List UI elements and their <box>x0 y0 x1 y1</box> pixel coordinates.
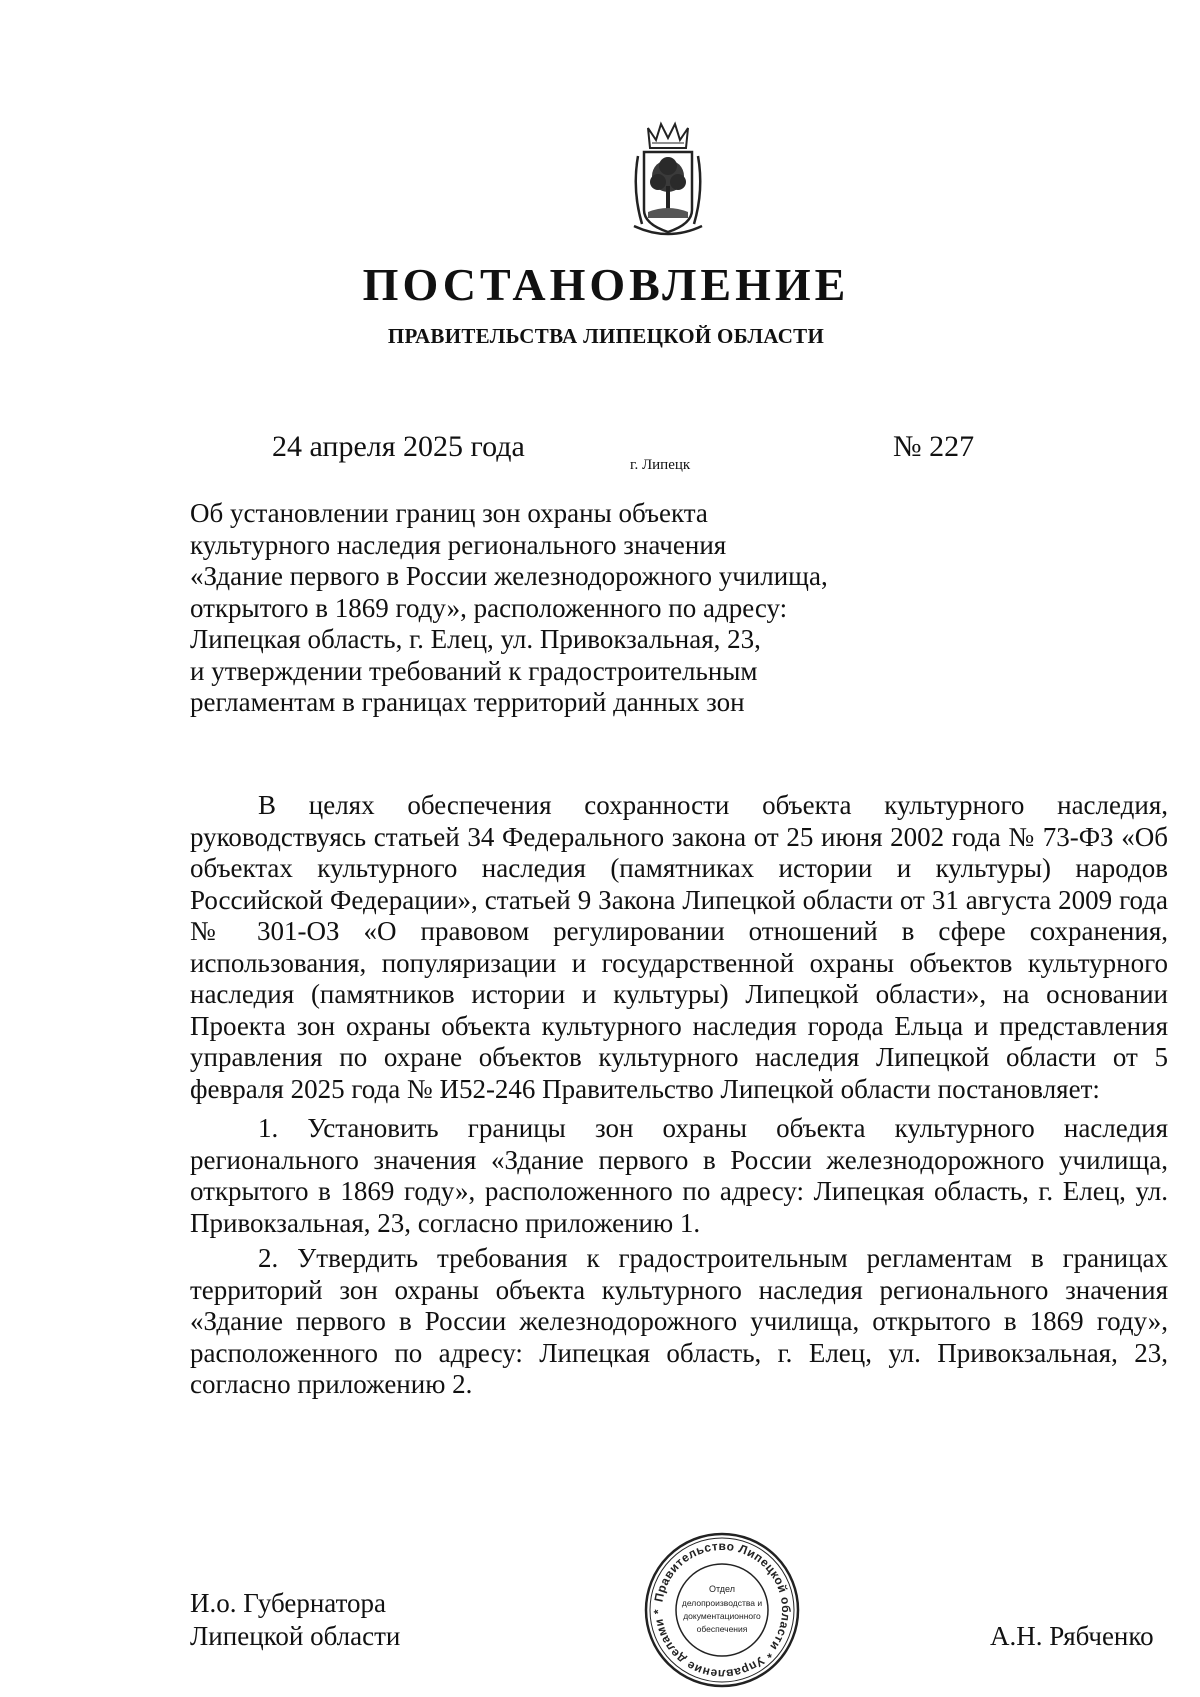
subject-line: регламентам в границах территорий данных зон <box>190 687 745 717</box>
seal-outer-text: Правительство Липецкой области * Управление делами * <box>650 1538 794 1682</box>
subject-line: Липецкая область, г. Елец, ул. Привокзальная, 23, <box>190 624 761 654</box>
signatory-name: А.Н. Рябченко <box>990 1621 1154 1651</box>
document-subject <box>190 498 890 719</box>
signatory-role-line: Липецкой области <box>190 1621 401 1651</box>
signatory-position <box>190 1587 400 1653</box>
preamble-paragraph: В целях обеспечения сохранности объекта культурного наследия, руководствуясь статьей 34 Федерального закона от 25 июня 2002 года № 73-ФЗ «Об объектах культурного наследия (памятниках истории и культуры) народов Российской Федерации», статьей 9 Закона Липецкой области от 31 августа 2009 года № 301-ОЗ «О правовом регулировании отношений в сфере сохранения, использования, популяризации и государственной охраны объектов культурного наследия (памятников истории и культуры) Липецкой области», на основании Проекта зон охраны объекта культурного наследия города Ельца и представления управления по охране объектов культурного наследия Липецкой области от 5 февраля 2025 года № И52-246 Правительство Липецкой области постановляет: <box>190 790 1168 1104</box>
subject-line: культурного наследия регионального значения <box>190 529 727 560</box>
resolution-item: 2. Утвердить требования к градостроительным регламентам в границах территорий зон охраны объекта культурного наследия регионального значения «Здание первого в России железнодорожного училища, открытого в 1869 году», расположенного по адресу: Липецкая область, г. Елец, ул. Привокзальная, 23, согласно приложению 2. <box>190 1243 1168 1399</box>
coat-of-arms-icon <box>628 120 708 240</box>
seal-inner-line: документационного <box>683 1611 761 1621</box>
resolution-item: 1. Установить границы зон охраны объекта культурного наследия регионального значения «Здание первого в России железнодорожного училища, открытого в 1869 году», расположенного по адресу: Липецкая область, г. Елец, ул. Привокзальная, 23, согласно приложению 1. <box>190 1113 1168 1238</box>
signatory-role-line: И.о. Губернатора <box>190 1588 387 1618</box>
subject-line: и утверждении требований к градостроительным <box>190 655 758 686</box>
document-number: № 227 <box>893 430 975 463</box>
issuer-name: ПРАВИТЕЛЬСТВА ЛИПЕЦКОЙ ОБЛАСТИ <box>387 324 825 348</box>
document-city: г. Липецк <box>630 457 691 473</box>
document-date: 24 апреля 2025 года <box>272 430 525 463</box>
seal-inner-line: Отдел <box>708 1584 736 1594</box>
svg-text:Правительство Липецкой области <box>651 1539 793 1681</box>
official-seal-icon <box>642 1530 802 1690</box>
subject-line: Об установлении границ зон охраны объекта <box>190 498 708 528</box>
seal-inner-line: делопроизводства и <box>681 1598 763 1608</box>
subject-line: «Здание первого в России железнодорожного училища, <box>190 561 828 591</box>
document-type-title: ПОСТАНОВЛЕНИЕ <box>362 259 850 310</box>
document-body <box>190 790 1168 1405</box>
subject-line: открытого в 1869 году», расположенного по адресу: <box>190 592 788 623</box>
seal-inner-line: обеспечения <box>696 1624 748 1634</box>
